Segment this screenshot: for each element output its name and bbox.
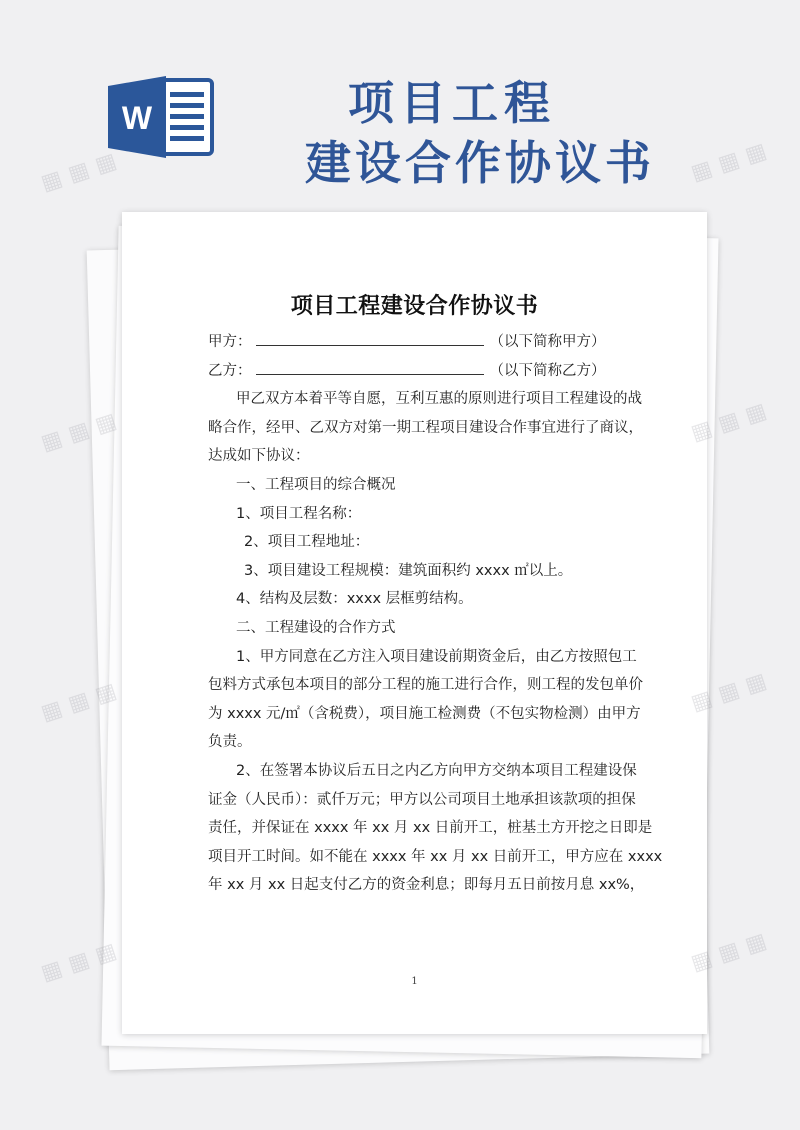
page-number: 1 [411, 976, 418, 987]
party-b-line [208, 357, 626, 386]
party-a-label: 甲方： [208, 334, 252, 350]
list-item: 4、结构及层数：xxxx 层框剪结构。 [236, 591, 473, 608]
watermark: ▦ ▦ ▦ [38, 938, 120, 987]
watermark: ▦ ▦ ▦ [38, 148, 120, 197]
document-page [122, 212, 707, 1034]
party-b-note: （以下简称乙方） [489, 362, 606, 379]
list-item: 2、项目工程地址： [244, 534, 370, 551]
watermark: ▦ ▦ ▦ [688, 398, 770, 447]
section-heading: 一、工程项目的综合概况 [236, 476, 396, 493]
header-title-line2: 建设合作协议书 [305, 136, 655, 190]
watermark: ▦ ▦ ▦ [688, 928, 770, 977]
body-line: 达成如下协议： [208, 448, 310, 465]
watermark: ▦ ▦ ▦ [688, 138, 770, 187]
body-line: 为 xxxx 元/㎡（含税费），项目施工检测费（不包实物检测）由甲方 [208, 705, 641, 722]
party-b-blank [256, 358, 484, 375]
section-heading: 二、工程建设的合作方式 [236, 619, 396, 636]
body-line: 略合作，经甲、乙双方对第一期工程项目建设合作事宜进行了商议， [208, 419, 643, 436]
watermark: ▦ ▦ ▦ [38, 678, 120, 727]
list-item: 1、项目工程名称： [236, 505, 362, 522]
body-line: 包料方式承包本项目的部分工程的施工进行合作，则工程的发包单价 [208, 677, 643, 694]
body-line: 甲乙双方本着平等自愿，互利互惠的原则进行项目工程建设的战 [236, 391, 642, 408]
body-line: 责任，并保证在 xxxx 年 xx 月 xx 日前开工，桩基土方开挖之日即是 [208, 820, 653, 837]
body-line: 负责。 [208, 734, 252, 751]
party-a-note: （以下简称甲方） [489, 334, 606, 350]
body-line: 证金（人民币）：贰仟万元；甲方以公司项目土地承担该款项的担保 [208, 791, 636, 808]
body-line: 年 xx 月 xx 日起支付乙方的资金利息；即每月五日前按月息 xx%， [208, 877, 645, 894]
watermark: ▦ ▦ ▦ [38, 408, 120, 457]
body-line: 2、在签署本协议后五日之内乙方向甲方交纳本项目工程建设保 [236, 762, 637, 779]
party-b-label: 乙方： [208, 362, 252, 379]
word-logo-icon [108, 76, 216, 158]
svg-text:W: W [121, 100, 153, 136]
body-line: 项目开工时间。如不能在 xxxx 年 xx 月 xx 日前开工，甲方应在 xxxx [208, 848, 663, 865]
body-line: 1、甲方同意在乙方注入项目建设前期资金后，由乙方按照包工 [236, 648, 637, 665]
document-body [208, 328, 663, 900]
party-a-blank [256, 329, 484, 346]
watermark: ▦ ▦ ▦ [688, 668, 770, 717]
party-a-line [208, 328, 626, 357]
header-title [270, 74, 690, 192]
document-title: 项目工程建设合作协议书 [290, 294, 539, 319]
list-item: 3、项目建设工程规模：建筑面积约 xxxx ㎡以上。 [244, 562, 573, 579]
header-title-line1: 项目工程 [348, 76, 556, 130]
